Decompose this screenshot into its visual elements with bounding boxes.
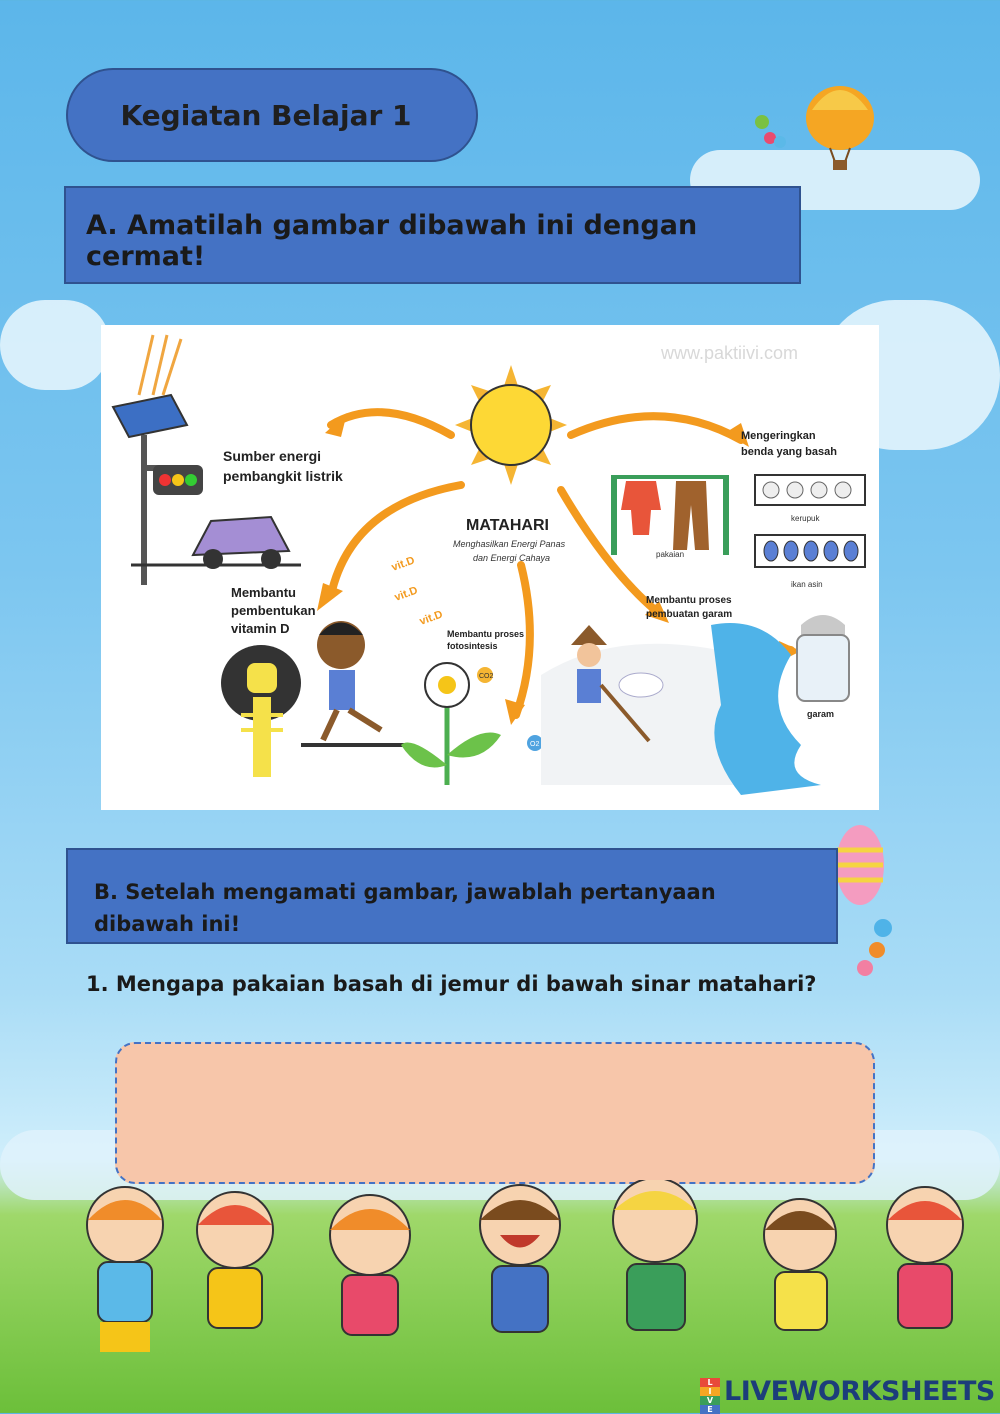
vitamin-d-arrows [390,554,445,627]
salt-shaker-icon [797,615,849,701]
crackers-rack-icon [755,475,865,505]
label-salt-process-2: pembuatan garam [646,609,733,620]
clothesline-icon [611,475,729,555]
kid-2 [197,1192,273,1328]
kid-6 [764,1199,836,1330]
car-icon [131,517,301,569]
lesson-title-banner [66,68,478,162]
section-a-instruction: A. Amatilah gambar dibawah ini dengan cermat! [86,210,698,272]
illustration-watermark: www.paktiivi.com [661,343,799,363]
label-sun-title: MATAHARI [466,517,549,534]
svg-text:vit.D: vit.D [389,554,417,574]
traffic-light-icon [153,465,203,495]
label-photosynthesis-2: fotosintesis [447,641,498,651]
kid-5 [613,1180,697,1330]
salted-fish-rack-icon [755,535,865,567]
label-energy-source-1: Sumber energi [223,448,322,464]
label-co2: CO2 [479,673,494,680]
lesson-title: Kegiatan Belajar 1 [120,98,412,132]
skeleton-icon [221,645,301,777]
label-o2: O2 [530,741,540,748]
salt-farmer-icon [541,625,741,785]
running-girl-icon [301,621,411,745]
cloud [0,300,110,390]
kid-3 [330,1195,410,1335]
children-holding-hands-illustration [0,1180,1000,1380]
section-a-banner [64,186,801,284]
label-salt-process-1: Membantu proses [646,595,732,606]
label-crackers: kerupuk [791,514,820,523]
label-salt: garam [807,709,835,719]
label-vitamin-3: vitamin D [231,621,290,636]
kid-4 [480,1185,560,1332]
label-dry-1: Mengeringkan [741,430,816,442]
label-energy-source-2: pembangkit listrik [223,468,343,484]
sun-icon [455,365,567,485]
section-b-instruction: B. Setelah mengamati gambar, jawablah pertanyaan dibawah ini! [94,880,716,936]
hot-air-balloon-icon [835,820,905,1000]
solar-panel-icon [113,335,187,585]
label-photosynthesis-1: Membantu proses [447,629,525,639]
svg-text:vit.D: vit.D [392,584,420,604]
label-sun-subtitle-1: Menghasilkan Energi Panas [453,539,566,549]
hot-air-balloon-icon [740,80,890,180]
kid-7 [887,1187,963,1328]
liveworksheets-logo [700,1376,995,1414]
label-vitamin-1: Membantu [231,585,296,600]
kid-1 [87,1187,163,1352]
sun-benefits-illustration [101,325,879,810]
section-b-banner [66,848,838,944]
label-salted-fish: ikan asin [791,580,823,589]
label-vitamin-2: pembentukan [231,603,316,618]
question-1: 1. Mengapa pakaian basah di jemur di bawah sinar matahari? [86,972,817,996]
liveworksheets-wordmark: LIVEWORKSHEETS [724,1376,995,1407]
svg-text:vit.D: vit.D [417,608,445,628]
label-clothes: pakaian [656,550,685,559]
liveworksheets-mark: L I V E [700,1378,720,1406]
answer-1-input[interactable] [115,1042,875,1184]
label-dry-2: benda yang basah [741,446,837,458]
label-sun-subtitle-2: dan Energi Cahaya [473,553,551,563]
